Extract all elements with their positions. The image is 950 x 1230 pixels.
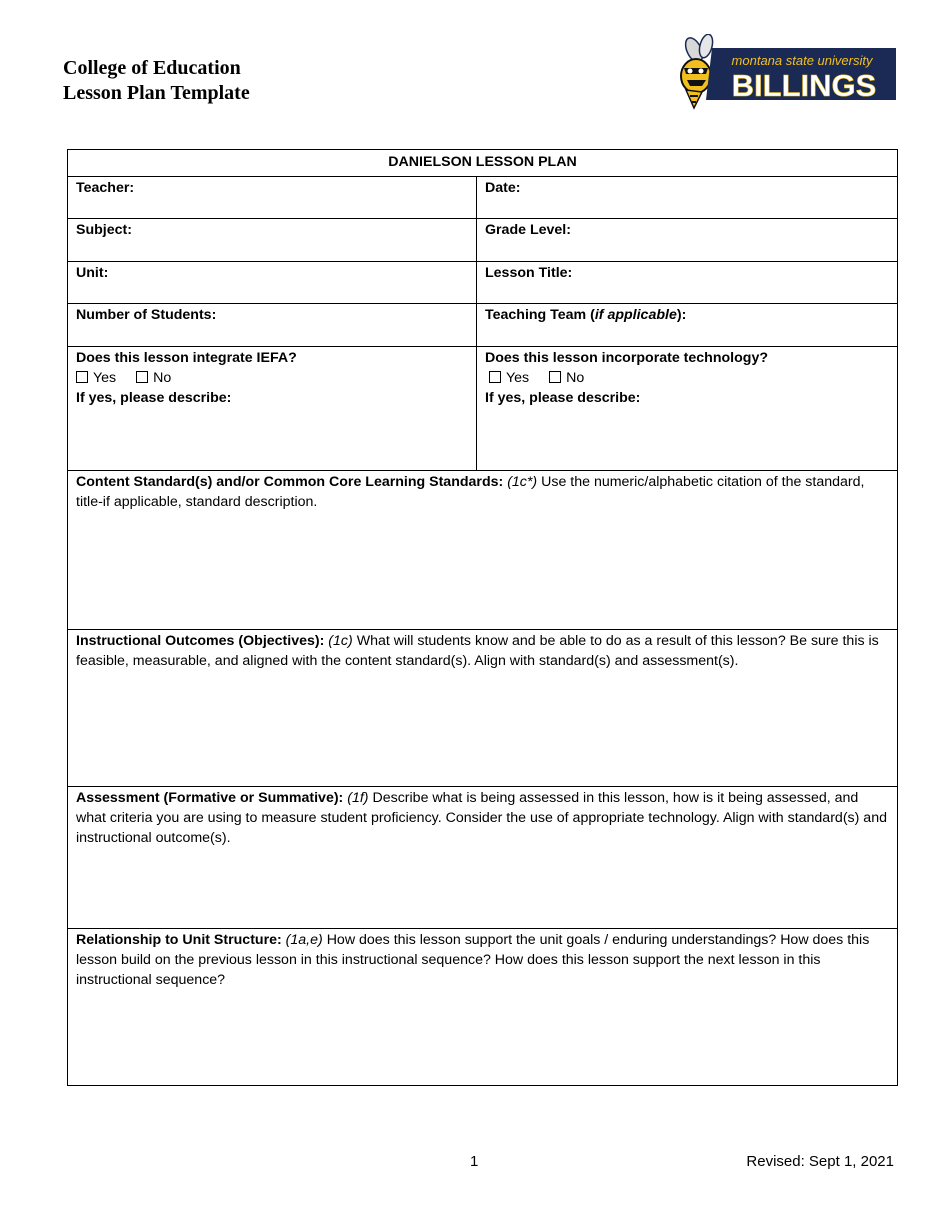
technology-question: Does this lesson incorporate technology? <box>485 350 769 366</box>
iefa-describe-label: If yes, please describe: <box>76 390 232 406</box>
page-number: 1 <box>470 1153 479 1170</box>
number-of-students-field[interactable] <box>68 304 477 347</box>
content-standards-field[interactable] <box>68 471 898 630</box>
lesson-title-label: Lesson Title: <box>485 265 573 281</box>
assessment-label: Assessment (Formative or Summative): <box>76 790 344 806</box>
teaching-team-field[interactable] <box>477 304 898 347</box>
checkbox-icon <box>136 371 148 383</box>
instructional-outcomes-instructions: What will students know and be able to do as a result of this lesson? Be sure this is feasible, measurable, and aligned with the content standard(s). Align with standard(s) and assessment(s). <box>76 633 879 669</box>
grade-level-label: Grade Level: <box>485 222 571 238</box>
lesson-title-field[interactable] <box>477 262 898 304</box>
assessment-code: (1f) <box>347 790 369 806</box>
teaching-team-label <box>485 307 686 323</box>
technology-options <box>485 368 889 388</box>
content-standards-instructions: Use the numeric/alphabetic citation of the standard, title-if applicable, standard description. <box>76 474 865 510</box>
iefa-field <box>68 347 477 471</box>
technology-no-label: No <box>566 370 585 386</box>
number-of-students-label: Number of Students: <box>76 307 217 323</box>
technology-no-checkbox[interactable] <box>549 368 584 388</box>
unit-structure-code: (1a,e) <box>285 932 323 948</box>
subject-field[interactable] <box>68 219 477 262</box>
teaching-team-label-italic: if applicable <box>594 307 677 323</box>
template-name: Lesson Plan Template <box>63 82 250 104</box>
msu-billings-logo <box>672 34 898 112</box>
form-title: DANIELSON LESSON PLAN <box>68 150 898 177</box>
unit-label: Unit: <box>76 265 109 281</box>
iefa-no-label: No <box>153 370 172 386</box>
iefa-yes-label: Yes <box>93 370 117 386</box>
teacher-label: Teacher: <box>76 180 135 196</box>
document-title <box>63 56 250 106</box>
iefa-options <box>76 368 468 388</box>
teacher-field[interactable] <box>68 177 477 219</box>
unit-structure-instructions: How does this lesson support the unit goals / enduring understandings? How does this lesson build on the previous lesson in this instructional sequence? How does this lesson support the next lesson in this instructional sequence? <box>76 932 870 988</box>
iefa-yes-checkbox[interactable] <box>76 368 116 388</box>
logo-main-text: BILLINGS <box>731 68 877 103</box>
revision-date: Revised: Sept 1, 2021 <box>746 1153 894 1170</box>
date-label: Date: <box>485 180 521 196</box>
checkbox-icon <box>76 371 88 383</box>
checkbox-icon <box>489 371 501 383</box>
content-standards-label: Content Standard(s) and/or Common Core Learning Standards: <box>76 474 504 490</box>
assessment-instructions: Describe what is being assessed in this lesson, how is it being assessed, and what criteria you are using to measure student proficiency. Consider the use of appropriate technology. Align with standard(s) and instructional outcome(s). <box>76 790 887 846</box>
technology-describe-label: If yes, please describe: <box>485 390 641 406</box>
logo-top-text: montana state university <box>731 53 873 68</box>
subject-label: Subject: <box>76 222 132 238</box>
technology-field <box>477 347 898 471</box>
teaching-team-label-start: Teaching Team ( <box>485 307 595 323</box>
lesson-plan-form <box>67 149 898 1086</box>
instructional-outcomes-code: (1c) <box>328 633 353 649</box>
date-field[interactable] <box>477 177 898 219</box>
teaching-team-label-end: ): <box>676 307 687 323</box>
checkbox-icon <box>549 371 561 383</box>
iefa-question: Does this lesson integrate IEFA? <box>76 350 297 366</box>
iefa-no-checkbox[interactable] <box>136 368 171 388</box>
instructional-outcomes-label: Instructional Outcomes (Objectives): <box>76 633 325 649</box>
college-name: College of Education <box>63 57 241 79</box>
technology-yes-label: Yes <box>506 370 530 386</box>
grade-level-field[interactable] <box>477 219 898 262</box>
content-standards-code: (1c*) <box>507 474 538 490</box>
instructional-outcomes-field[interactable] <box>68 630 898 787</box>
technology-yes-checkbox[interactable] <box>489 368 529 388</box>
unit-structure-label: Relationship to Unit Structure: <box>76 932 282 948</box>
unit-field[interactable] <box>68 262 477 304</box>
unit-structure-field[interactable] <box>68 929 898 1086</box>
assessment-field[interactable] <box>68 787 898 929</box>
